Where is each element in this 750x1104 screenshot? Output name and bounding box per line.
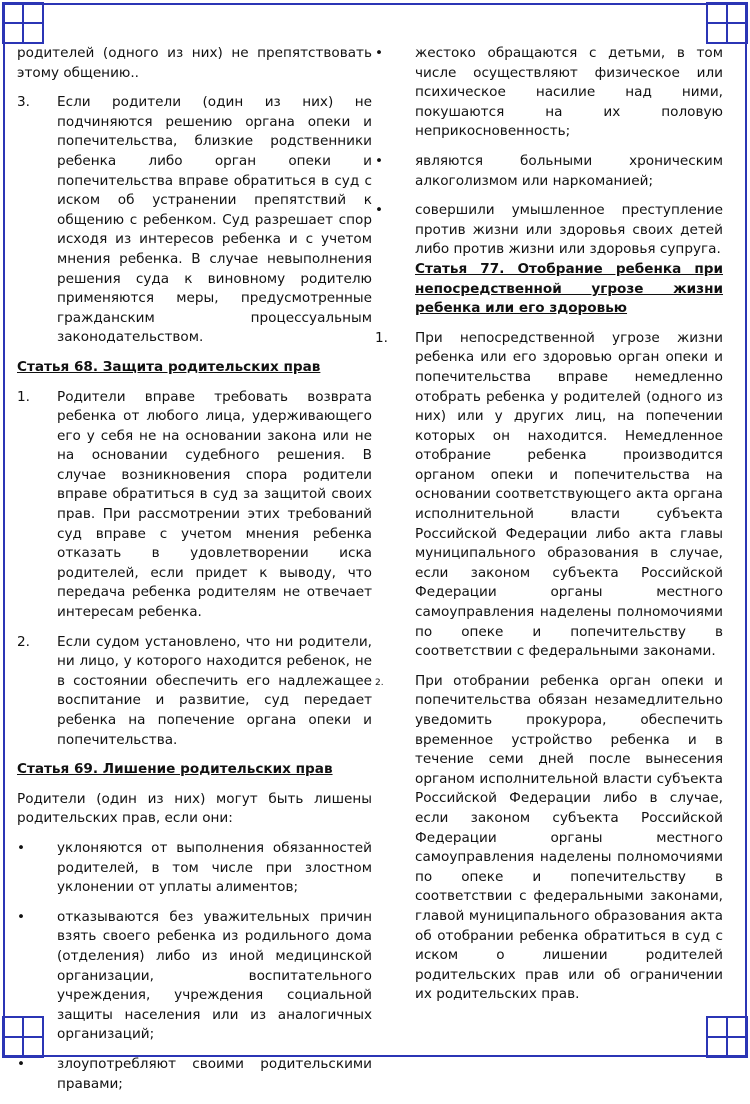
- bullet-text: жестоко обращаются с детьми, в том числе осуществляют физическое или психическое насилие над ними, покушаются на их половую неприкосновенность;: [415, 45, 723, 140]
- bullet-item: [17, 908, 372, 1045]
- article-69-heading: Статья 69. Лишение родительских прав: [17, 761, 333, 778]
- article-77-item: [375, 329, 723, 662]
- bullet-text: уклоняются от выполнения обязанностей родителей, в том числе при злостном уклонении от уплаты алиментов;: [57, 839, 372, 896]
- bullet-item: [17, 839, 372, 898]
- article-68-item: [17, 633, 372, 751]
- left-column: [17, 44, 372, 1104]
- bullet-marker: •: [375, 202, 384, 219]
- right-column: [375, 44, 723, 1015]
- article-68-item: [17, 388, 372, 623]
- continued-paragraph: родителей (одного из них) не препятствовать этому общению..: [17, 45, 372, 81]
- item-number: 1.: [17, 388, 30, 405]
- bullet-item: [17, 1055, 372, 1094]
- article-77-heading-row: [375, 260, 723, 319]
- bullet-marker: •: [17, 839, 26, 856]
- bullet-marker: •: [375, 152, 384, 169]
- item-text: При отобрании ребенка орган опеки и попечительства обязан незамедлительно уведомить прокурора, обеспечить временное устройство ребенка и в течение семи дней после вынесения органом исполнительной власти субъекта Российской Федерации либо в случае, если законом субъекта Российской Федерации органы местного самоуправления наделены полномочиями по опеке и попечительству в соответствии с федеральными законами, главой муниципального образования акта об отобрании ребенка обратиться в суд с иском о лишении родителей родительских прав или об ограничении их родительских прав.: [415, 672, 723, 1003]
- corner-ornament-top-left: [1, 1, 45, 45]
- corner-ornament-top-right: [705, 1, 749, 45]
- bullet-item: [375, 152, 723, 191]
- bullet-marker: •: [17, 908, 26, 925]
- paragraph-number: 3.: [17, 94, 30, 111]
- item-number: 2.: [17, 633, 30, 650]
- bullet-marker: •: [375, 45, 384, 61]
- bullet-text: злоупотребляют своими родительскими правами;: [57, 1055, 372, 1092]
- paragraph-text: Если родители (один из них) не подчиняются решению органа опеки и попечительства, близкие родственники ребенка либо орган опеки и попечительства вправе обратиться в суд с иском об устранении препятствий к общению с ребенком. Суд разрешает спор исходя из интересов ребенка и с учетом мнения ребенка. В случае невыполнения решения суда к виновному родителю применяются меры, предусмотренные гражданским процессуальным законодательством.: [57, 94, 372, 346]
- bullet-text: совершили умышленное преступление против жизни или здоровья своих детей либо против жизни или здоровья супруга.: [415, 202, 723, 258]
- bullet-marker: •: [17, 1055, 26, 1072]
- paragraph-3: [17, 93, 372, 348]
- article-77-item: [375, 672, 723, 1005]
- item-number: 2.: [375, 677, 384, 688]
- bullet-item: [375, 44, 723, 142]
- article-69-intro: Родители (один из них) могут быть лишены родительских прав, если они:: [17, 790, 372, 827]
- article-77-heading: Статья 77. Отобрание ребенка при непосредственной угрозе жизни ребенка или его здоровью: [415, 260, 723, 317]
- bullet-text: являются больными хроническим алкоголизмом или наркоманией;: [415, 152, 723, 189]
- article-68-heading: Статья 68. Защита родительских прав: [17, 358, 321, 375]
- bullet-text: отказываются без уважительных причин взять своего ребенка из родильного дома (отделения) либо из иной медицинской организации, воспитательного учреждения, учреждения социальной защиты населения или из аналогичных организаций;: [57, 908, 372, 1043]
- item-text: Если судом установлено, что ни родители, ни лицо, у которого находится ребенок, не в состоянии обеспечить его надлежащее воспитание и развитие, суд передает ребенка на попечение органа опеки и попечительства.: [57, 633, 372, 748]
- bullet-item: [375, 201, 723, 260]
- item-number: 1.: [375, 329, 388, 346]
- corner-ornament-bottom-right: [705, 1015, 749, 1059]
- item-text: При непосредственной угрозе жизни ребенка или его здоровью орган опеки и попечительства вправе немедленно отобрать ребенка у родителей (одного из них) или у других лиц, на попечении которых он находится. Немедленное отобрание ребенка производится органом опеки и попечительства на основании соответствующего акта органа исполнительной власти субъекта Российской Федерации либо акта главы муниципального образования в случае, если законом субъекта Российской Федерации органы местного самоуправления наделены полномочиями по опеке и попечительству в соответствии с федеральными законами.: [415, 329, 723, 660]
- item-text: Родители вправе требовать возврата ребенка от любого лица, удерживающего его у себя не на основании закона или не на основании судебного решения. В случае возникновения спора родители вправе обратиться в суд за защитой своих прав. При рассмотрении этих требований суд вправе с учетом мнения ребенка отказать в удовлетворении иска родителей, если придет к выводу, что передача ребенка родителям не отвечает интересам ребенка.: [57, 388, 372, 621]
